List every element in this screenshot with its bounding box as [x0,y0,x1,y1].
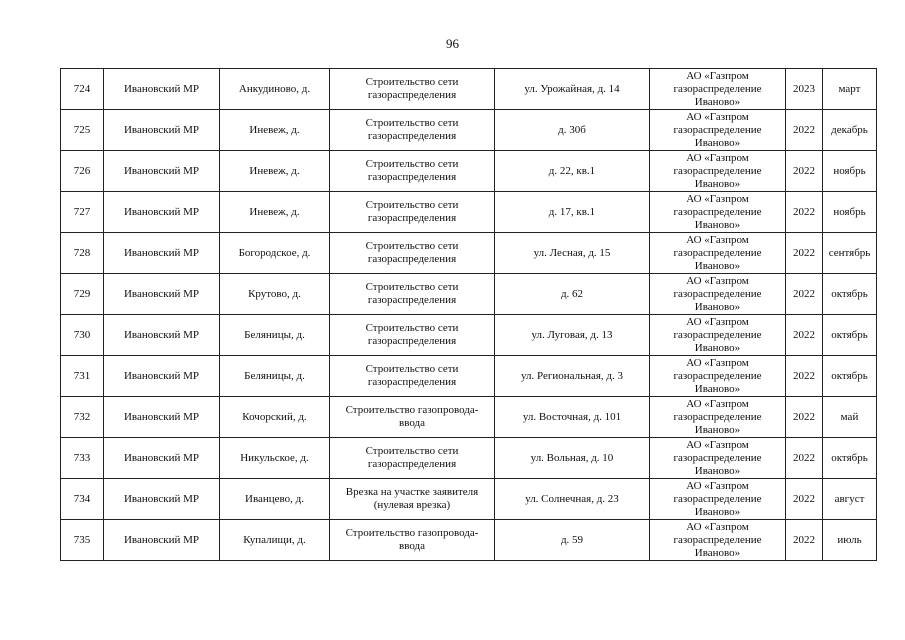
settlement-cell: Анкудиново, д. [220,69,330,110]
table-row [61,274,877,315]
year-cell: 2022 [786,397,823,438]
table-row [61,479,877,520]
organization-text: АО «Газпром газораспределение Иваново» [673,438,762,477]
district-cell: Ивановский МР [104,151,220,192]
settlement-cell: Иневеж, д. [220,151,330,192]
year-cell: 2022 [786,233,823,274]
table-row [61,151,877,192]
address-cell: ул. Луговая, д. 13 [495,315,650,356]
organization-cell [650,520,786,561]
month-cell: ноябрь [823,192,877,233]
organization-text: АО «Газпром газораспределение Иваново» [673,397,762,436]
organization-text: АО «Газпром газораспределение Иваново» [673,479,762,518]
table-row [61,520,877,561]
settlement-cell: Иванцево, д. [220,479,330,520]
district-cell: Ивановский МР [104,520,220,561]
row-number-cell: 733 [61,438,104,479]
organization-text: АО «Газпром газораспределение Иваново» [673,520,762,559]
row-number-cell: 730 [61,315,104,356]
work-type-cell [330,356,495,397]
work-type-cell [330,110,495,151]
district-cell: Ивановский МР [104,69,220,110]
work-type-text: Строительство сети газораспределения [365,117,459,142]
row-number-cell: 727 [61,192,104,233]
table-row [61,110,877,151]
district-cell: Ивановский МР [104,315,220,356]
district-cell: Ивановский МР [104,110,220,151]
district-cell: Ивановский МР [104,356,220,397]
row-number-cell: 726 [61,151,104,192]
records-table [60,68,877,561]
address-cell: д. 30б [495,110,650,151]
organization-text: АО «Газпром газораспределение Иваново» [673,233,762,272]
organization-cell [650,479,786,520]
year-cell: 2022 [786,274,823,315]
table-row [61,315,877,356]
district-cell: Ивановский МР [104,397,220,438]
organization-text: АО «Газпром газораспределение Иваново» [673,151,762,190]
address-cell: ул. Восточная, д. 101 [495,397,650,438]
address-cell: ул. Вольная, д. 10 [495,438,650,479]
month-cell: март [823,69,877,110]
work-type-cell [330,438,495,479]
settlement-cell: Богородское, д. [220,233,330,274]
row-number-cell: 732 [61,397,104,438]
work-type-cell [330,479,495,520]
row-number-cell: 731 [61,356,104,397]
work-type-cell [330,274,495,315]
row-number-cell: 724 [61,69,104,110]
table-row [61,438,877,479]
work-type-text: Строительство сети газораспределения [365,240,459,265]
settlement-cell: Иневеж, д. [220,192,330,233]
district-cell: Ивановский МР [104,274,220,315]
year-cell: 2022 [786,356,823,397]
organization-cell [650,356,786,397]
month-cell: октябрь [823,438,877,479]
district-cell: Ивановский МР [104,438,220,479]
month-cell: октябрь [823,356,877,397]
organization-cell [650,69,786,110]
month-cell: май [823,397,877,438]
address-cell: д. 22, кв.1 [495,151,650,192]
work-type-cell [330,397,495,438]
organization-cell [650,192,786,233]
month-cell: август [823,479,877,520]
work-type-text: Строительство сети газораспределения [365,76,459,101]
address-cell: д. 17, кв.1 [495,192,650,233]
district-cell: Ивановский МР [104,192,220,233]
work-type-cell [330,520,495,561]
table-row [61,356,877,397]
row-number-cell: 734 [61,479,104,520]
organization-text: АО «Газпром газораспределение Иваново» [673,69,762,108]
month-cell: июль [823,520,877,561]
month-cell: сентябрь [823,233,877,274]
work-type-text: Строительство сети газораспределения [365,199,459,224]
settlement-cell: Купалищи, д. [220,520,330,561]
settlement-cell: Никульское, д. [220,438,330,479]
organization-cell [650,151,786,192]
month-cell: октябрь [823,315,877,356]
month-cell: октябрь [823,274,877,315]
month-cell: ноябрь [823,151,877,192]
organization-cell [650,274,786,315]
organization-text: АО «Газпром газораспределение Иваново» [673,274,762,313]
organization-text: АО «Газпром газораспределение Иваново» [673,356,762,395]
address-cell: д. 62 [495,274,650,315]
work-type-cell [330,233,495,274]
settlement-cell: Кочорский, д. [220,397,330,438]
work-type-text: Врезка на участке заявителя (нулевая врезка) [345,486,479,511]
work-type-text: Строительство сети газораспределения [365,281,459,306]
year-cell: 2022 [786,520,823,561]
row-number-cell: 725 [61,110,104,151]
page-number: 96 [446,36,459,51]
table-row [61,397,877,438]
settlement-cell: Иневеж, д. [220,110,330,151]
settlement-cell: Беляницы, д. [220,315,330,356]
address-cell: ул. Урожайная, д. 14 [495,69,650,110]
row-number-cell: 729 [61,274,104,315]
work-type-cell [330,69,495,110]
organization-cell [650,315,786,356]
organization-text: АО «Газпром газораспределение Иваново» [673,315,762,354]
year-cell: 2023 [786,69,823,110]
year-cell: 2022 [786,151,823,192]
work-type-text: Строительство сети газораспределения [365,322,459,347]
month-cell: декабрь [823,110,877,151]
address-cell: ул. Солнечная, д. 23 [495,479,650,520]
table-row [61,69,877,110]
work-type-text: Строительство газопровода- ввода [345,404,479,429]
year-cell: 2022 [786,192,823,233]
row-number-cell: 735 [61,520,104,561]
district-cell: Ивановский МР [104,479,220,520]
work-type-text: Строительство сети газораспределения [365,445,459,470]
work-type-cell [330,315,495,356]
table-row [61,192,877,233]
settlement-cell: Крутово, д. [220,274,330,315]
work-type-text: Строительство сети газораспределения [365,158,459,183]
organization-cell [650,233,786,274]
district-cell: Ивановский МР [104,233,220,274]
organization-cell [650,397,786,438]
address-cell: д. 59 [495,520,650,561]
year-cell: 2022 [786,110,823,151]
work-type-text: Строительство сети газораспределения [365,363,459,388]
year-cell: 2022 [786,315,823,356]
organization-cell [650,438,786,479]
organization-text: АО «Газпром газораспределение Иваново» [673,110,762,149]
organization-cell [650,110,786,151]
address-cell: ул. Региональная, д. 3 [495,356,650,397]
year-cell: 2022 [786,479,823,520]
address-cell: ул. Лесная, д. 15 [495,233,650,274]
row-number-cell: 728 [61,233,104,274]
work-type-cell [330,192,495,233]
work-type-cell [330,151,495,192]
organization-text: АО «Газпром газораспределение Иваново» [673,192,762,231]
settlement-cell: Беляницы, д. [220,356,330,397]
year-cell: 2022 [786,438,823,479]
table-row [61,233,877,274]
work-type-text: Строительство газопровода- ввода [345,527,479,552]
